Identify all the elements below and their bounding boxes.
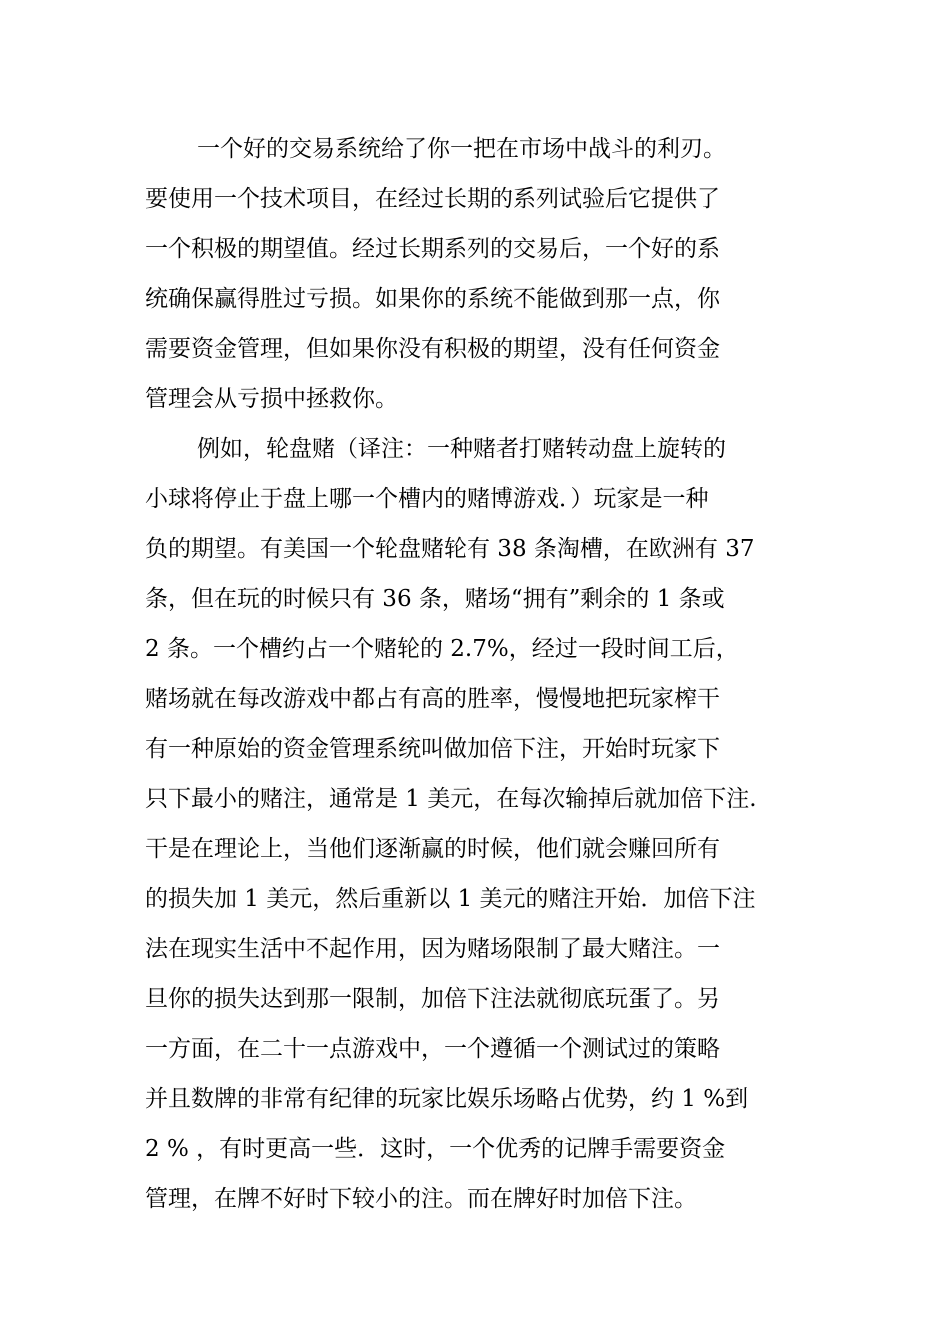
paragraph-line: 负的期望。有美国一个轮盘赌轮有 38 条淘槽，在欧洲有 37	[145, 536, 755, 562]
paragraph-line: 一个积极的期望值。经过长期系列的交易后，一个好的系	[145, 236, 720, 262]
paragraph-2	[145, 424, 825, 1224]
paragraph-line: 统确保赢得胜过亏损。如果你的系统不能做到那一点，你	[145, 286, 720, 312]
paragraph-line: 2 % ，有时更高一些．这时，一个优秀的记牌手需要资金	[145, 1136, 726, 1162]
paragraph-line: 要使用一个技术项目，在经过长期的系列试验后它提供了	[145, 186, 720, 212]
paragraph-line: 需要资金管理，但如果你没有积极的期望，没有任何资金	[145, 336, 720, 362]
paragraph-line: 管理会从亏损中拯救你。	[145, 386, 398, 412]
paragraph-line: 旦你的损失达到那一限制，加倍下注法就彻底玩蛋了。另	[145, 986, 720, 1012]
paragraph-line: 小球将停止于盘上哪一个槽内的赌博游戏．）玩家是一种	[145, 486, 709, 512]
paragraph-1	[145, 124, 825, 424]
paragraph-line: 有一种原始的资金管理系统叫做加倍下注，开始时玩家下	[145, 736, 720, 762]
paragraph-line: 干是在理论上，当他们逐渐赢的时候，他们就会赚回所有	[145, 836, 720, 862]
paragraph-line: 管理，在牌不好时下较小的注。而在牌好时加倍下注。	[145, 1186, 697, 1212]
paragraph-line: 并且数牌的非常有纪律的玩家比娱乐场略占优势，约 1 %到	[145, 1086, 749, 1112]
paragraph-line: 的损失加 1 美元，然后重新以 1 美元的赌注开始．加倍下注	[145, 886, 756, 912]
paragraph-line: 一个好的交易系统给了你一把在市场中战斗的利刃。	[197, 136, 726, 162]
paragraph-line: 法在现实生活中不起作用，因为赌场限制了最大赌注。一	[145, 936, 720, 962]
paragraph-line: 只下最小的赌注，通常是 1 美元，在每次输掉后就加倍下注.	[145, 786, 757, 812]
paragraph-line: 赌场就在每改游戏中都占有高的胜率，慢慢地把玩家榨干	[145, 686, 720, 712]
paragraph-line: 2 条。一个槽约占一个赌轮的 2.7%，经过一段时间工后，	[145, 636, 739, 662]
paragraph-line: 例如，轮盘赌（译注：一种赌者打赌转动盘上旋转的	[197, 436, 726, 462]
paragraph-line: 一方面，在二十一点游戏中，一个遵循一个测试过的策略	[145, 1036, 720, 1062]
body-text	[145, 124, 825, 1224]
paragraph-line: 条，但在玩的时候只有 36 条，赌场“拥有”剩余的 1 条或	[145, 586, 725, 612]
